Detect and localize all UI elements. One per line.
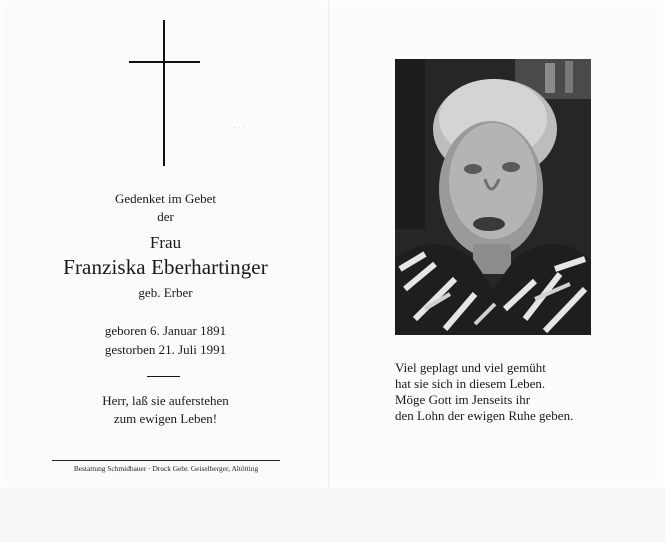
- birth-date: geboren 6. Januar 1891: [104, 323, 227, 338]
- divider-short: [147, 376, 180, 377]
- poem-line-1: Viel geplagt und viel gemüht: [395, 360, 546, 375]
- intro-line-2: der: [157, 209, 174, 224]
- divider-long: [52, 460, 280, 461]
- cross-icon-bar: [129, 61, 200, 63]
- prayer-line-1: Herr, laß sie auferstehen: [102, 393, 229, 408]
- memorial-poem: [395, 360, 635, 424]
- card-fold: [328, 0, 330, 490]
- scan-specks: . ·: [234, 124, 248, 130]
- deceased-title: Frau: [149, 233, 182, 252]
- portrait-photo: [395, 59, 591, 335]
- maiden-name: geb. Erber: [138, 285, 193, 300]
- poem-line-2: hat sie sich in diesem Leben.: [395, 376, 546, 391]
- prayer-line-2: zum ewigen Leben!: [113, 411, 218, 426]
- intro-line-1: Gedenket im Gebet: [114, 191, 217, 206]
- portrait-illustration: [395, 59, 591, 335]
- death-date: gestorben 21. Juli 1991: [104, 342, 227, 357]
- poem-line-3: Möge Gott im Jenseits ihr: [395, 392, 531, 407]
- deceased-name: Franziska Eberhartinger: [63, 255, 268, 279]
- cross-icon: [163, 20, 165, 166]
- poem-line-4: den Lohn der ewigen Ruhe geben.: [395, 408, 574, 423]
- scan-margin: [0, 488, 665, 542]
- printer-imprint: Bestattung Schmidbauer · Druck Gebr. Geiselberger, Altötting: [73, 464, 259, 473]
